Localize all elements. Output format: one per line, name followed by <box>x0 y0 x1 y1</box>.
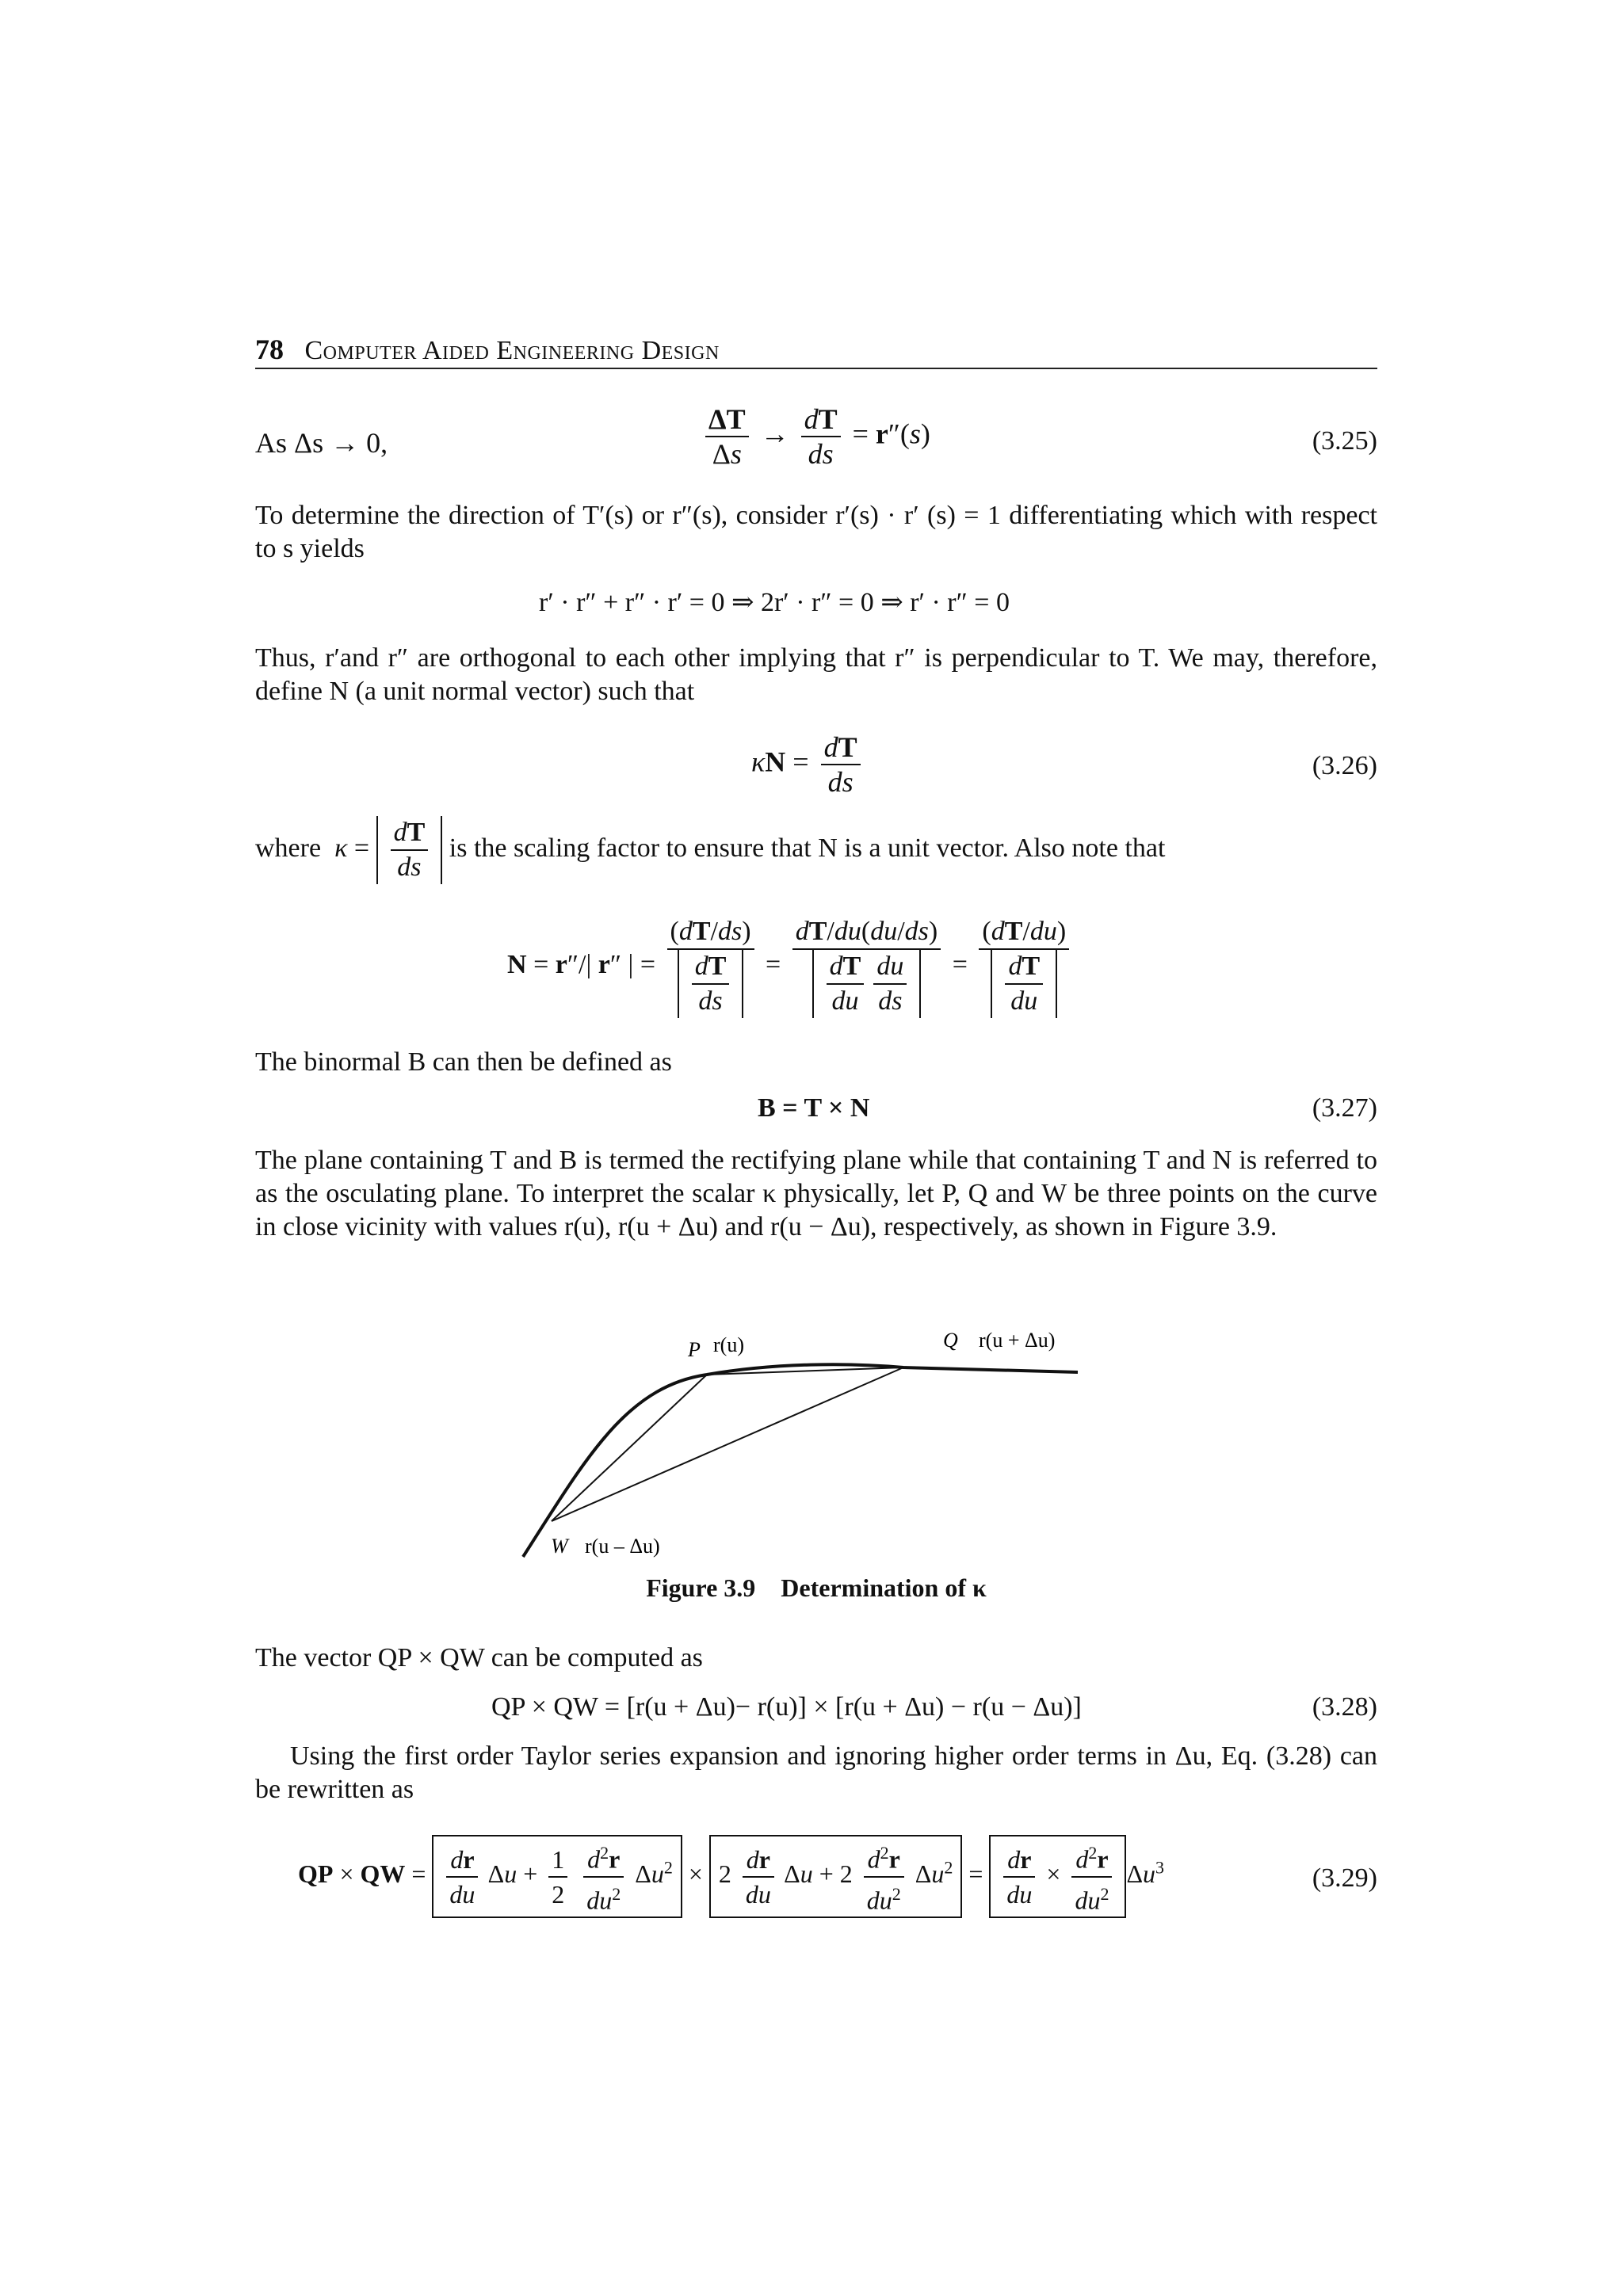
eq-3-25-lead-text: As Δs → 0, <box>255 427 388 459</box>
page-number: 78 <box>255 334 284 365</box>
paragraph-binormal: The binormal B can then be defined as <box>255 1047 672 1077</box>
paragraph-taylor: Using the first order Taylor series expansion and ignoring higher order terms in Δu, Eq. (3.28) can be rewritten as <box>255 1741 1377 1804</box>
equation-orthogonality: r′ · r″ + r″ · r′ = 0 ⇒ 2r′ · r″ = 0 ⇒ r′ · r″ = 0 <box>539 588 1010 617</box>
caption-number: Figure 3.9 <box>646 1573 756 1602</box>
equation-3-25: $\frac{\Delta T}{\Delta s}$ → $\frac{dT}{ds}$ = r″(s) <box>701 402 930 471</box>
caption-text: Determination of κ <box>781 1573 987 1602</box>
label-r-u-minus: r(u – Δu) <box>585 1535 660 1558</box>
eq-3-28-number: (3.28) <box>1312 1692 1377 1722</box>
label-r-u: r(u) <box>713 1333 744 1356</box>
running-title: Computer Aided Engineering Design <box>304 336 720 365</box>
equation-3-27: B = T × N <box>758 1093 870 1123</box>
where-line: where κ = $\frac{dT}{ds}$ is the scaling factor to ensure that N is a unit vector. Also note that <box>255 816 1165 884</box>
eq-3-27-number: (3.27) <box>1312 1093 1377 1123</box>
where-tail: is the scaling factor to ensure that N is a unit vector. Also note that <box>449 833 1166 863</box>
curve <box>523 1364 1078 1557</box>
figure-3-9 <box>515 1315 1117 1577</box>
equation-normal: N = r″/| r″ | = $\frac{(dT/ds)}{\frac{dT}{ds}}$ = dT/du(du/ds) $\frac{dT}{du}$ $\frac{du}{ds}$ = $\frac{(dT/du)}{\frac{dT}{du}}$ <box>507 915 1074 1018</box>
eq-3-25-number: (3.25) <box>1312 426 1377 456</box>
chord-qw <box>552 1367 903 1521</box>
paragraph-vector: The vector QP × QW can be computed as <box>255 1643 703 1672</box>
label-p: P <box>688 1338 701 1361</box>
chord-pw <box>552 1375 707 1521</box>
label-q: Q <box>943 1329 958 1352</box>
paragraph-rectifying: The plane containing T and B is termed the rectifying plane while that containing T and N is referred to as the osculating plane. To interpret the scalar κ physically, let P, Q and W be three points on the curve in close vicinity with values r(u), r(u + Δu) and r(u − Δu), respectively, as shown in Figure 3.9. <box>255 1146 1377 1241</box>
equation-3-29: QP × QW = $\frac{dr}{du}$ Δu + $\frac{1}{2}$ $\frac{d^2r}{du^2}$ $\Delta u^2 \times 2$ $\frac{dr}{du}$ Δu + 2 $\frac{d^2r}{du^2}$ $\Delta u^2$ = $\frac{dr}{du}$ × $\frac{d^2r}{du^2}$ $\Delta u^3$ <box>298 1835 1164 1918</box>
running-header <box>255 333 1377 369</box>
paragraph-orthogonal: Thus, r′and r″ are orthogonal to each other implying that r″ is perpendicular to T. We may, therefore, define N (a unit normal vector) such that <box>255 643 1377 706</box>
equation-3-28: QP × QW = [r(u + Δu)− r(u)] × [r(u + Δu) − r(u − Δu)] <box>491 1692 1082 1722</box>
label-r-u-plus: r(u + Δu) <box>979 1329 1056 1352</box>
figure-caption <box>255 1573 1377 1603</box>
label-w: W <box>551 1535 568 1558</box>
eq-3-25-lead <box>255 426 388 460</box>
paragraph-direction: To determine the direction of T′(s) or r″(s), consider r′(s) · r′ (s) = 1 differentiating which with respect to s yields <box>255 501 1377 563</box>
eq-3-26-number: (3.26) <box>1312 751 1377 780</box>
eq-3-29-number: (3.29) <box>1312 1863 1377 1893</box>
equation-3-26: κN = $\frac{dT}{ds}$ <box>751 730 865 799</box>
where-lead: where <box>255 833 322 863</box>
